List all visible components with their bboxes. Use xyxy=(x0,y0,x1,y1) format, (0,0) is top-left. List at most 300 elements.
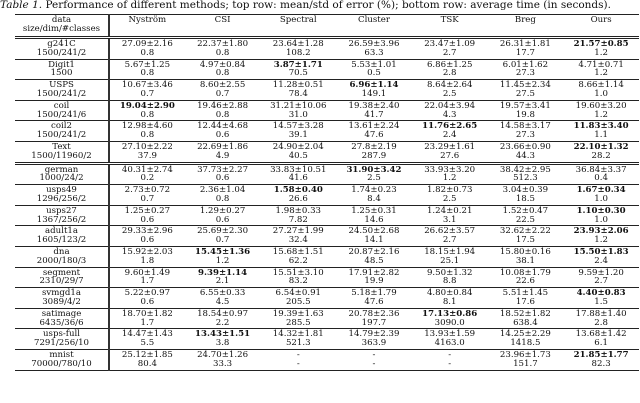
error-cell: 12.98±4.60 xyxy=(121,121,173,132)
time-cell: 1.0 xyxy=(594,88,608,99)
table-row-error xyxy=(15,59,639,69)
dataset-name: g241C xyxy=(15,38,109,49)
error-cell: 24.70±1.26 xyxy=(197,349,249,360)
table-row-error xyxy=(15,121,639,131)
error-cell: 38.42±2.95 xyxy=(499,164,551,175)
error-cell: 15.68±1.51 xyxy=(272,246,324,257)
error-cell: 6.54±0.91 xyxy=(275,288,322,299)
error-cell: 21.57±0.85 xyxy=(573,39,629,49)
dataset-name: Text xyxy=(15,141,109,151)
time-cell: 26.6 xyxy=(288,193,308,204)
error-cell: 4.97±0.84 xyxy=(199,59,246,70)
time-cell: 0.6 xyxy=(215,130,230,141)
dataset-info: 2310/29/7 xyxy=(15,277,109,287)
error-cell: 14.25±2.29 xyxy=(499,329,551,340)
time-cell: 4163.0 xyxy=(434,338,465,349)
time-cell: 19.8 xyxy=(515,109,535,120)
table-row-time xyxy=(15,69,639,79)
error-cell: 40.31±2.74 xyxy=(121,164,173,175)
time-cell: 0.7 xyxy=(140,88,155,99)
table-row-error xyxy=(15,38,639,49)
table-row-time xyxy=(15,49,639,59)
table-header-row xyxy=(15,15,639,38)
dataset-name: german xyxy=(15,163,109,174)
error-cell: 17.88±1.40 xyxy=(575,308,627,319)
table-row-time xyxy=(15,131,639,141)
time-cell: 1.2 xyxy=(594,235,608,246)
dataset-name: segment xyxy=(15,267,109,277)
dataset-info: 1367/256/2 xyxy=(15,216,109,226)
time-cell: 2.4 xyxy=(442,130,457,141)
error-cell: 13.68±1.42 xyxy=(575,329,627,340)
time-cell: 37.9 xyxy=(137,150,157,161)
time-cell: 0.6 xyxy=(215,214,230,225)
dataset-name: coil xyxy=(15,100,109,110)
time-cell: 22.6 xyxy=(515,276,535,287)
time-cell: 1.5 xyxy=(594,296,608,307)
error-cell: 23.29±1.61 xyxy=(424,141,476,152)
dataset-info: 3089/4/2 xyxy=(15,298,109,308)
time-cell: 8.8 xyxy=(442,276,457,287)
time-cell: 14.6 xyxy=(364,214,384,225)
error-cell: 1.58±0.40 xyxy=(273,185,323,196)
error-cell: 26.62±3.57 xyxy=(424,226,476,237)
time-cell: 40.5 xyxy=(288,150,308,161)
error-cell: - xyxy=(448,349,452,360)
table-row-time xyxy=(15,216,639,226)
time-cell: 2.5 xyxy=(442,193,457,204)
error-cell: 37.73±2.27 xyxy=(197,164,249,175)
time-cell: 83.2 xyxy=(288,276,308,287)
error-cell: 15.80±0.16 xyxy=(499,246,551,257)
time-cell: 8.1 xyxy=(442,296,457,307)
time-cell: 363.9 xyxy=(361,338,387,349)
header-size-dim-classes-label: size/dim/#classes xyxy=(22,23,101,34)
time-cell: 151.7 xyxy=(513,358,538,369)
time-cell: 0.4 xyxy=(594,173,608,184)
time-cell: 285.5 xyxy=(285,317,311,328)
time-cell: 1.0 xyxy=(594,193,608,204)
error-cell: 4.80±0.84 xyxy=(426,288,473,299)
time-cell: 80.4 xyxy=(137,358,157,369)
table-row-time xyxy=(15,257,639,267)
time-cell: 22.5 xyxy=(515,214,535,225)
table-body xyxy=(15,38,639,371)
error-cell: 31.21±10.06 xyxy=(270,100,327,111)
time-cell: 0.8 xyxy=(215,68,230,79)
time-cell: 0.7 xyxy=(215,235,230,246)
time-cell: 0.6 xyxy=(140,214,155,225)
error-cell: 12.44±4.68 xyxy=(197,121,249,132)
time-cell: 2.7 xyxy=(594,276,608,287)
error-cell: 17.13±0.86 xyxy=(422,308,478,319)
error-cell: 19.57±3.41 xyxy=(499,100,551,111)
error-cell: 33.93±3.20 xyxy=(424,164,476,175)
dataset-name: dna xyxy=(15,246,109,256)
error-cell: 8.64±2.64 xyxy=(426,80,473,91)
time-cell: 5.5 xyxy=(140,338,155,349)
dataset-info: 1500/241/2 xyxy=(15,90,109,100)
time-cell: 0.8 xyxy=(140,68,155,79)
error-cell: 6.96±1.14 xyxy=(349,80,399,91)
error-cell: 24.90±2.04 xyxy=(272,141,324,152)
time-cell: 1418.5 xyxy=(510,338,541,349)
dataset-info: 70000/780/10 xyxy=(15,360,109,370)
table-row-error xyxy=(15,80,639,90)
error-cell: 10.67±3.46 xyxy=(121,80,173,91)
table-row-time xyxy=(15,152,639,163)
error-cell: 20.87±2.16 xyxy=(348,246,400,257)
time-cell: 4.9 xyxy=(215,150,230,161)
time-cell: 0.7 xyxy=(215,88,230,99)
caption-label: Table 1. xyxy=(0,0,43,11)
error-cell: 23.66±0.90 xyxy=(499,141,551,152)
time-cell: 108.2 xyxy=(285,47,311,58)
time-cell: 512.3 xyxy=(513,173,538,184)
error-cell: 15.51±3.10 xyxy=(272,267,324,278)
error-cell: 1.25±0.31 xyxy=(351,205,397,216)
time-cell: 0.5 xyxy=(367,68,381,79)
time-cell: 2.5 xyxy=(367,173,381,184)
time-cell: 1.0 xyxy=(594,214,608,225)
table-row-time xyxy=(15,319,639,329)
error-cell: 25.12±1.85 xyxy=(121,349,173,360)
table-row-time xyxy=(15,236,639,246)
error-cell: 1.74±0.23 xyxy=(351,185,397,196)
error-cell: 27.8±2.19 xyxy=(351,141,397,152)
error-cell: 22.04±3.94 xyxy=(424,100,476,111)
table-row-error xyxy=(15,329,639,339)
time-cell: 38.1 xyxy=(515,255,535,266)
time-cell: 78.4 xyxy=(288,88,308,99)
dataset-info: 1500 xyxy=(15,69,109,79)
time-cell: 70.5 xyxy=(288,68,308,79)
header-data-column xyxy=(15,15,109,38)
time-cell: 47.6 xyxy=(364,130,384,141)
time-cell: 27.5 xyxy=(515,88,535,99)
error-cell: 10.08±1.79 xyxy=(499,267,551,278)
time-cell: 7.82 xyxy=(288,214,308,225)
time-cell: - xyxy=(372,358,376,369)
error-cell: 22.37±1.80 xyxy=(197,39,249,49)
header-nystrom: Nyström xyxy=(128,15,167,25)
time-cell: 27.3 xyxy=(515,68,535,79)
dataset-info: 2000/180/3 xyxy=(15,257,109,267)
time-cell: 0.8 xyxy=(215,109,230,120)
error-cell: 18.52±1.82 xyxy=(499,308,551,319)
error-cell: 25.69±2.30 xyxy=(197,226,249,237)
time-cell: 1.7 xyxy=(140,317,155,328)
time-cell: 287.9 xyxy=(361,150,387,161)
dataset-info: 1296/256/2 xyxy=(15,195,109,205)
error-cell: 9.59±1.20 xyxy=(578,267,624,278)
error-cell: 14.79±2.39 xyxy=(348,329,400,340)
header-csi: CSI xyxy=(214,15,231,25)
error-cell: 18.70±1.82 xyxy=(121,308,173,319)
time-cell: 82.3 xyxy=(591,358,611,369)
error-cell: 19.46±2.88 xyxy=(197,100,249,111)
error-cell: 11.28±0.51 xyxy=(272,80,324,91)
table-row-error xyxy=(15,267,639,277)
time-cell: 41.7 xyxy=(364,109,384,120)
time-cell: 19.9 xyxy=(364,276,384,287)
dataset-info: 1500/241/2 xyxy=(15,49,109,59)
table-row-time xyxy=(15,360,639,370)
dataset-info: 1000/24/2 xyxy=(15,174,109,184)
table-row-time xyxy=(15,90,639,100)
time-cell: 1.2 xyxy=(215,255,230,266)
error-cell: 5.53±1.01 xyxy=(351,59,397,70)
error-cell: 26.59±3.96 xyxy=(348,39,400,49)
table-row-error xyxy=(15,141,639,151)
error-cell: 4.71±0.71 xyxy=(578,59,624,70)
time-cell: 2.7 xyxy=(442,235,457,246)
table-row-time xyxy=(15,339,639,349)
error-cell: 5.51±1.45 xyxy=(502,288,549,299)
error-cell: 27.27±1.99 xyxy=(272,226,324,237)
error-cell: 23.96±1.73 xyxy=(499,349,551,360)
time-cell: 1.7 xyxy=(140,276,155,287)
header-cluster: Cluster xyxy=(358,15,390,25)
dataset-name: USPS xyxy=(15,80,109,90)
error-cell: 22.69±1.86 xyxy=(197,141,249,152)
table-row-error xyxy=(15,349,639,359)
error-cell: 9.60±1.49 xyxy=(124,267,171,278)
time-cell: 2.1 xyxy=(215,276,230,287)
header-data-label: data xyxy=(51,15,72,25)
time-cell: 0.6 xyxy=(140,235,155,246)
table-row-time xyxy=(15,195,639,205)
error-cell: 18.54±0.97 xyxy=(197,308,249,319)
error-cell: 14.57±3.28 xyxy=(272,121,324,132)
time-cell: 17.6 xyxy=(515,296,535,307)
header-ours: Ours xyxy=(590,15,612,25)
error-cell: 1.10±0.30 xyxy=(576,205,626,216)
header-breg: Breg xyxy=(514,15,536,25)
error-cell: 2.36±1.04 xyxy=(199,185,246,196)
caption-text: Performance of different methods; top row: mean/std of error (%); bottom row: average time (in seconds). xyxy=(45,0,611,11)
time-cell: 638.4 xyxy=(513,317,538,328)
time-cell: 0.8 xyxy=(140,47,155,58)
table-row-error xyxy=(15,185,639,195)
error-cell: 29.33±2.96 xyxy=(121,226,173,237)
error-cell: 23.47±1.09 xyxy=(424,39,476,49)
dataset-info: 7291/256/10 xyxy=(15,339,109,349)
time-cell: 28.2 xyxy=(591,150,611,161)
time-cell: 2.5 xyxy=(442,88,457,99)
table-row-time xyxy=(15,111,639,121)
time-cell: - xyxy=(448,358,452,369)
error-cell: 14.47±1.43 xyxy=(121,329,173,340)
time-cell: 41.6 xyxy=(288,173,308,184)
time-cell: 17.5 xyxy=(515,235,535,246)
error-cell: 33.83±10.51 xyxy=(270,164,327,175)
error-cell: 11.45±2.34 xyxy=(499,80,551,91)
table-caption xyxy=(0,0,640,12)
error-cell: 9.50±1.32 xyxy=(426,267,473,278)
table-row-error xyxy=(15,163,639,174)
time-cell: 1.2 xyxy=(442,173,457,184)
time-cell: 25.1 xyxy=(440,255,460,266)
dataset-name: coil2 xyxy=(15,121,109,131)
dataset-info: 1500/11960/2 xyxy=(15,152,109,163)
error-cell: 11.83±3.40 xyxy=(573,121,629,132)
error-cell: 15.92±2.03 xyxy=(121,246,173,257)
dataset-name: usps27 xyxy=(15,205,109,215)
time-cell: 3090.0 xyxy=(434,317,465,328)
time-cell: 1.2 xyxy=(594,47,608,58)
header-tsk: TSK xyxy=(440,15,459,25)
error-cell: 1.67±0.34 xyxy=(576,185,626,196)
time-cell: 48.5 xyxy=(364,255,384,266)
error-cell: 8.60±2.55 xyxy=(199,80,246,91)
dataset-name: usps-full xyxy=(15,329,109,339)
table-row-error xyxy=(15,205,639,215)
time-cell: 149.1 xyxy=(361,88,387,99)
error-cell: 15.45±1.36 xyxy=(195,246,251,257)
error-cell: 5.18±1.79 xyxy=(351,288,397,299)
time-cell: 32.4 xyxy=(288,235,308,246)
time-cell: 205.5 xyxy=(285,296,311,307)
time-cell: 0.6 xyxy=(215,173,230,184)
time-cell: 2.8 xyxy=(442,68,457,79)
time-cell: 0.8 xyxy=(140,130,155,141)
error-cell: 6.01±1.62 xyxy=(502,59,549,70)
error-cell: 31.90±3.42 xyxy=(346,164,402,175)
error-cell: 22.10±1.32 xyxy=(573,141,629,152)
error-cell: 1.29±0.27 xyxy=(199,205,246,216)
error-cell: 24.50±2.68 xyxy=(348,226,400,237)
table-row-error xyxy=(15,288,639,298)
table-row-time xyxy=(15,174,639,184)
table-row-error xyxy=(15,308,639,318)
time-cell: 17.7 xyxy=(515,47,535,58)
time-cell: 33.3 xyxy=(213,358,233,369)
time-cell: 2.7 xyxy=(442,47,457,58)
table-row-time xyxy=(15,298,639,308)
error-cell: 19.38±2.40 xyxy=(348,100,400,111)
error-cell: - xyxy=(372,349,376,360)
time-cell: 1.2 xyxy=(594,68,608,79)
error-cell: 14.32±1.81 xyxy=(272,329,324,340)
error-cell: 1.82±0.73 xyxy=(426,185,473,196)
time-cell: 0.8 xyxy=(215,47,230,58)
error-cell: 1.52±0.47 xyxy=(502,205,549,216)
time-cell: 62.2 xyxy=(288,255,308,266)
time-cell: 3.1 xyxy=(442,214,457,225)
time-cell: 18.5 xyxy=(515,193,535,204)
error-cell: 23.93±2.06 xyxy=(573,226,629,237)
error-cell: - xyxy=(296,349,300,360)
time-cell: 27.3 xyxy=(515,130,535,141)
error-cell: 19.60±3.20 xyxy=(575,100,627,111)
time-cell: 8.4 xyxy=(367,193,381,204)
error-cell: 4.40±0.83 xyxy=(576,288,626,299)
dataset-name: usps49 xyxy=(15,185,109,195)
performance-table xyxy=(15,14,639,371)
error-cell: 11.76±2.65 xyxy=(422,121,478,132)
table-row-time xyxy=(15,277,639,287)
dataset-name: mnist xyxy=(15,349,109,359)
error-cell: 1.25±0.27 xyxy=(124,205,171,216)
time-cell: 1.2 xyxy=(594,109,608,120)
error-cell: 8.66±1.14 xyxy=(578,80,624,91)
dataset-info: 1500/241/6 xyxy=(15,111,109,121)
error-cell: 17.91±2.82 xyxy=(348,267,400,278)
error-cell: 36.84±3.37 xyxy=(575,164,627,175)
error-cell: 14.58±3.17 xyxy=(499,121,551,132)
error-cell: 27.09±2.16 xyxy=(121,39,173,49)
error-cell: 13.61±2.24 xyxy=(348,121,400,132)
error-cell: 13.93±1.59 xyxy=(424,329,476,340)
error-cell: 19.39±1.63 xyxy=(272,308,324,319)
error-cell: 3.87±1.71 xyxy=(273,59,323,70)
error-cell: 5.67±1.25 xyxy=(124,59,171,70)
time-cell: 63.3 xyxy=(364,47,384,58)
time-cell: 6.1 xyxy=(594,338,608,349)
error-cell: 18.15±1.94 xyxy=(424,246,476,257)
time-cell: 4.5 xyxy=(215,296,230,307)
time-cell: 44.3 xyxy=(515,150,535,161)
time-cell: 2.4 xyxy=(594,255,608,266)
time-cell: 3.8 xyxy=(215,338,230,349)
error-cell: 26.31±1.81 xyxy=(499,39,551,49)
error-cell: 23.64±1.28 xyxy=(272,39,324,49)
time-cell: 31.0 xyxy=(288,109,308,120)
time-cell: 2.2 xyxy=(215,317,230,328)
time-cell: 0.2 xyxy=(140,173,155,184)
time-cell: 0.8 xyxy=(140,109,155,120)
dataset-name: svmgd1a xyxy=(15,288,109,298)
error-cell: 20.78±2.36 xyxy=(348,308,400,319)
error-cell: 32.62±2.22 xyxy=(499,226,551,237)
error-cell: 5.22±0.97 xyxy=(124,288,171,299)
time-cell: 14.1 xyxy=(364,235,384,246)
error-cell: 15.50±1.83 xyxy=(573,246,629,257)
table-row-error xyxy=(15,246,639,256)
time-cell: 0.7 xyxy=(140,193,155,204)
time-cell: 4.3 xyxy=(442,109,457,120)
time-cell: 521.3 xyxy=(285,338,311,349)
time-cell: 0.6 xyxy=(140,296,155,307)
error-cell: 2.73±0.72 xyxy=(124,185,171,196)
dataset-info: 1500/241/2 xyxy=(15,131,109,141)
time-cell: 0.8 xyxy=(215,193,230,204)
time-cell: 27.6 xyxy=(440,150,460,161)
error-cell: 6.86±1.25 xyxy=(426,59,473,70)
dataset-info: 6435/36/6 xyxy=(15,319,109,329)
dataset-name: adult1a xyxy=(15,226,109,236)
error-cell: 3.04±0.39 xyxy=(502,185,549,196)
table-row-error xyxy=(15,100,639,110)
time-cell: 47.6 xyxy=(364,296,384,307)
dataset-name: Digit1 xyxy=(15,59,109,69)
dataset-name: satimage xyxy=(15,308,109,318)
time-cell: 39.1 xyxy=(288,130,308,141)
time-cell: 197.7 xyxy=(361,317,387,328)
error-cell: 1.24±0.21 xyxy=(426,205,473,216)
time-cell: 1.8 xyxy=(140,255,155,266)
error-cell: 6.55±0.33 xyxy=(199,288,246,299)
error-cell: 1.98±0.33 xyxy=(275,205,322,216)
time-cell: - xyxy=(296,358,300,369)
time-cell: 1.1 xyxy=(594,130,608,141)
header-spectral: Spectral xyxy=(279,15,317,25)
error-cell: 13.43±1.51 xyxy=(195,329,251,340)
error-cell: 27.10±2.22 xyxy=(121,141,173,152)
time-cell: 2.8 xyxy=(594,317,608,328)
error-cell: 21.85±1.77 xyxy=(573,349,629,360)
